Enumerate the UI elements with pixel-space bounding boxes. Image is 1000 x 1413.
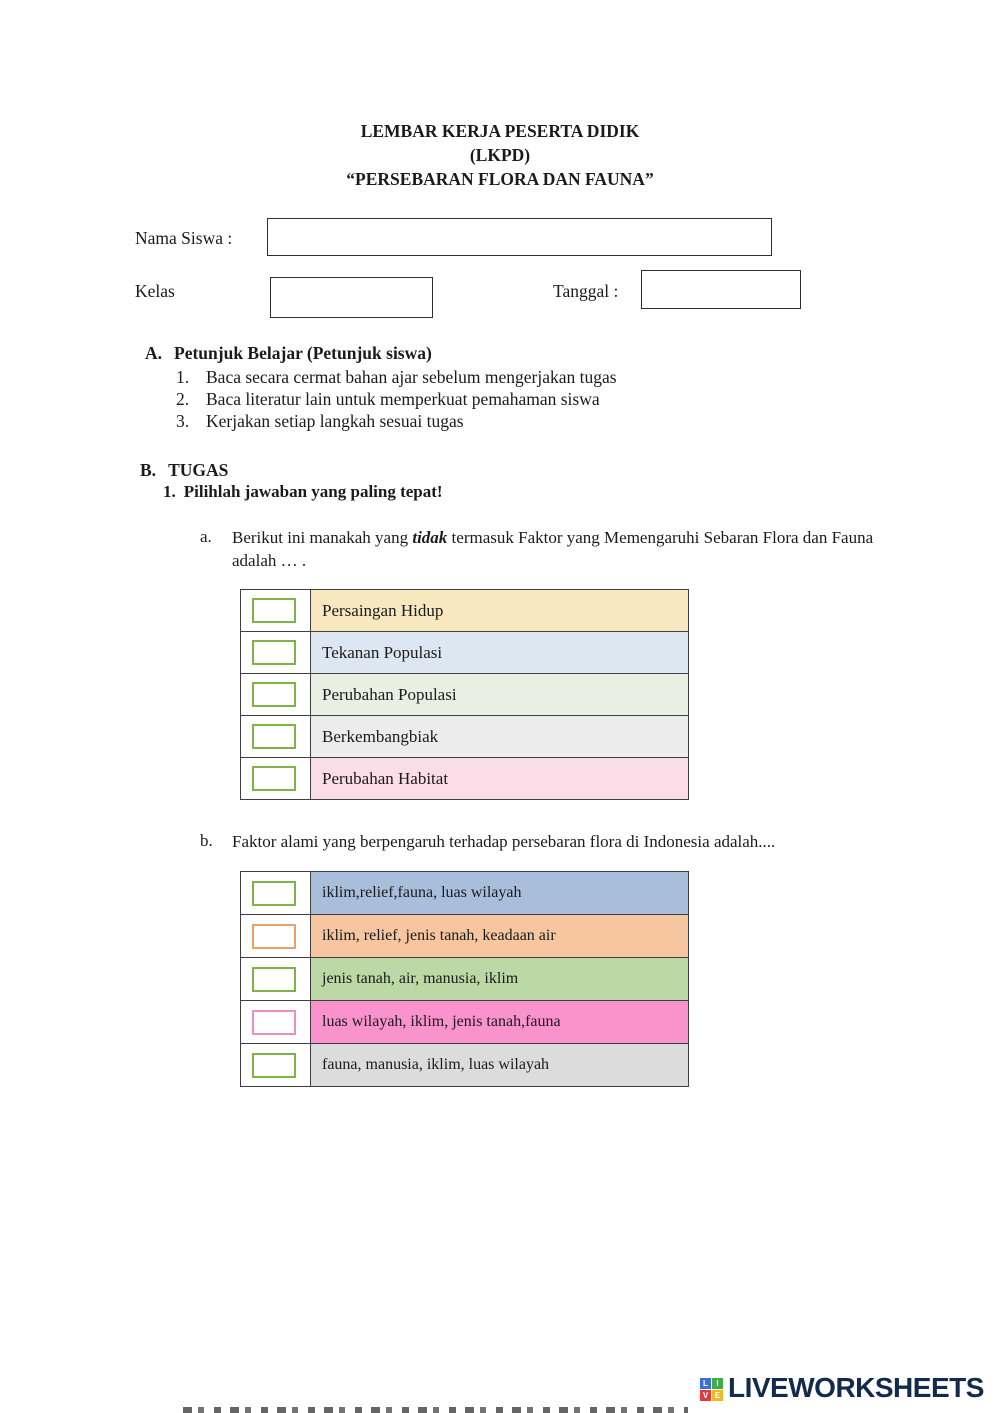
petunjuk-item-1	[176, 367, 617, 388]
section-a-title: Petunjuk Belajar (Petunjuk siswa)	[174, 343, 432, 363]
answer-row	[240, 673, 689, 716]
option-label-cell	[311, 716, 688, 757]
answer-checkbox[interactable]	[252, 1053, 296, 1078]
checkbox-cell	[241, 758, 311, 799]
petunjuk-item-2-text: Baca literatur lain untuk memperkuat pemahaman siswa	[206, 389, 600, 409]
question-b-answer-table	[240, 871, 689, 1087]
answer-checkbox[interactable]	[252, 724, 296, 749]
answer-checkbox[interactable]	[252, 640, 296, 665]
tugas-item-heading	[163, 482, 443, 502]
cut-off-text-strip	[183, 1407, 688, 1413]
answer-row	[240, 1043, 689, 1087]
answer-row	[240, 589, 689, 632]
tugas-item-title: Pilihlah jawaban yang paling tepat!	[183, 482, 443, 501]
checkbox-cell	[241, 872, 311, 914]
question-b-marker: b.	[200, 831, 213, 850]
option-label: Tekanan Populasi	[322, 642, 443, 662]
checkbox-cell	[241, 1044, 311, 1086]
checkbox-cell	[241, 590, 311, 631]
answer-checkbox[interactable]	[252, 967, 296, 992]
petunjuk-item-3	[176, 411, 464, 432]
question-a-text-before: Berikut ini manakah yang	[232, 528, 413, 547]
answer-checkbox[interactable]	[252, 598, 296, 623]
answer-row	[240, 914, 689, 958]
checkbox-cell	[241, 958, 311, 1000]
answer-checkbox[interactable]	[252, 924, 296, 949]
title-line-3: “PERSEBARAN FLORA DAN FAUNA”	[346, 169, 654, 189]
option-label: fauna, manusia, iklim, luas wilayah	[322, 1056, 550, 1073]
option-label: Perubahan Habitat	[322, 768, 449, 788]
petunjuk-item-3-text: Kerjakan setiap langkah sesuai tugas	[206, 411, 464, 431]
question-b-text: Faktor alami yang berpengaruh terhadap persebaran flora di Indonesia adalah....	[232, 832, 776, 851]
option-label-cell	[311, 590, 688, 631]
answer-row	[240, 631, 689, 674]
question-a-text-after: termasuk Faktor yang Memengaruhi Sebaran Flora dan Fauna adalah … .	[232, 528, 874, 570]
checkbox-cell	[241, 915, 311, 957]
liveworksheets-logo-icon	[700, 1378, 723, 1401]
option-label: Berkembangbiak	[322, 726, 439, 746]
question-a-marker: a.	[200, 527, 212, 546]
checkbox-cell	[241, 632, 311, 673]
answer-row	[240, 957, 689, 1001]
tanggal-input[interactable]	[641, 270, 801, 309]
answer-row	[240, 871, 689, 915]
nama-siswa-input[interactable]	[267, 218, 772, 256]
liveworksheets-brand-text: LIVEWORKSHEETS	[728, 1372, 984, 1403]
option-label-cell	[311, 1044, 688, 1086]
title-line-1: LEMBAR KERJA PESERTA DIDIK	[360, 121, 640, 141]
question-a-emphasis: tidak	[412, 528, 448, 547]
option-label: luas wilayah, iklim, jenis tanah,fauna	[322, 1013, 561, 1030]
answer-checkbox[interactable]	[252, 881, 296, 906]
tugas-item-num: 1.	[163, 482, 176, 501]
petunjuk-item-1-num: 1.	[176, 367, 190, 387]
logo-square-e: E	[712, 1390, 723, 1401]
answer-checkbox[interactable]	[252, 766, 296, 791]
petunjuk-item-1-text: Baca secara cermat bahan ajar sebelum mengerjakan tugas	[206, 367, 617, 387]
option-label: iklim,relief,fauna, luas wilayah	[322, 884, 522, 901]
kelas-input[interactable]	[270, 277, 433, 318]
answer-checkbox[interactable]	[252, 682, 296, 707]
checkbox-cell	[241, 716, 311, 757]
question-a-answer-table	[240, 589, 689, 800]
section-a-heading	[145, 343, 432, 364]
petunjuk-item-2	[176, 389, 600, 410]
title-line-2: (LKPD)	[469, 145, 531, 165]
checkbox-cell	[241, 674, 311, 715]
logo-square-v: V	[700, 1390, 711, 1401]
option-label-cell	[311, 872, 688, 914]
petunjuk-item-2-num: 2.	[176, 389, 190, 409]
section-b-title: TUGAS	[168, 460, 229, 480]
option-label-cell	[311, 1001, 688, 1043]
option-label-cell	[311, 758, 688, 799]
petunjuk-item-3-num: 3.	[176, 411, 190, 431]
answer-row	[240, 715, 689, 758]
option-label-cell	[311, 674, 688, 715]
checkbox-cell	[241, 1001, 311, 1043]
answer-checkbox[interactable]	[252, 1010, 296, 1035]
section-b-heading	[140, 460, 228, 481]
option-label: jenis tanah, air, manusia, iklim	[322, 970, 519, 987]
option-label-cell	[311, 958, 688, 1000]
option-label: iklim, relief, jenis tanah, keadaan air	[322, 927, 556, 944]
nama-siswa-label: Nama Siswa :	[135, 228, 233, 248]
question-a-text	[232, 527, 892, 572]
section-b-marker: B.	[140, 460, 157, 480]
logo-square-i: I	[712, 1378, 723, 1389]
option-label: Persaingan Hidup	[322, 600, 444, 620]
option-label: Perubahan Populasi	[322, 684, 457, 704]
tanggal-label: Tanggal :	[553, 281, 619, 301]
logo-square-l: L	[700, 1378, 711, 1389]
section-a-marker: A.	[145, 343, 163, 363]
kelas-label: Kelas	[135, 281, 175, 301]
option-label-cell	[311, 632, 688, 673]
answer-row	[240, 1000, 689, 1044]
option-label-cell	[311, 915, 688, 957]
answer-row	[240, 757, 689, 800]
worksheet-title	[0, 119, 1000, 191]
